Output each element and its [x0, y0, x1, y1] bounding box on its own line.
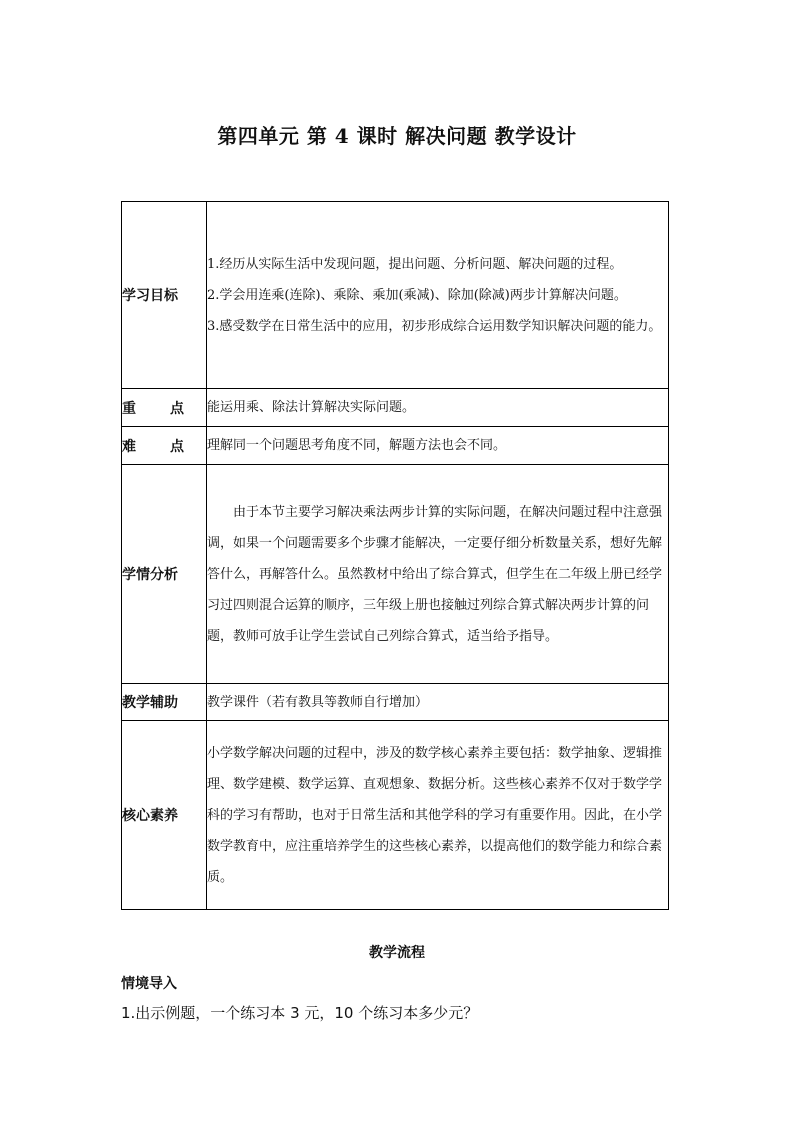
literacy-label: 核心素养	[122, 721, 207, 910]
table-row	[122, 721, 669, 910]
table-row	[122, 465, 669, 684]
example-question: 1.出示例题，一个练习本 3 元，10 个练习本多少元？	[121, 1004, 479, 1022]
literacy-content	[207, 721, 669, 910]
table-row	[122, 389, 669, 427]
table-row	[122, 202, 669, 389]
aids-content: 教学课件（若有教具等教师自行增加）	[207, 684, 669, 721]
key-point-label	[122, 389, 207, 427]
key-point-label-a: 重	[122, 400, 136, 417]
key-point-label-b: 点	[170, 400, 184, 417]
objective-item: 3.感受数学在日常生活中的应用，初步形成综合运用数学知识解决问题的能力。	[207, 318, 662, 334]
difficulty-label-b: 点	[170, 438, 184, 455]
table-row	[122, 427, 669, 465]
objectives-content	[207, 202, 669, 389]
analysis-text: 由于本节主要学习解决乘法两步计算的实际问题，在解决问题过程中注意强调，如果一个问题需要多个步骤才能解决，一定要仔细分析数量关系，想好先解答什么，再解答什么。虽然教材中给出了综合算式，但学生在二年级上册已经学习过四则混合运算的顺序，三年级上册也接触过列综合算式解决两步计算的问题，教师可放手让学生尝试自己列综合算式，适当给予指导。	[207, 504, 663, 644]
process-heading: 教学流程	[369, 945, 425, 961]
difficulty-label-a: 难	[122, 438, 136, 455]
analysis-label: 学情分析	[122, 465, 207, 684]
literacy-text: 小学数学解决问题的过程中，涉及的数学核心素养主要包括：数学抽象、逻辑推理、数学建模、数学运算、直观想象、数据分析。这些核心素养不仅对于数学学科的学习有帮助，也对于日常生活和其他学科的学习有重要作用。因此，在小学数学教育中，应注重培养学生的这些核心素养，以提高他们的数学能力和综合素质。	[207, 745, 663, 885]
analysis-content	[207, 465, 669, 684]
aids-label: 教学辅助	[122, 684, 207, 721]
intro-subheading: 情境导入	[121, 976, 177, 992]
objective-item: 2.学会用连乘(连除)、乘除、乘加(乘减)、除加(除减)两步计算解决问题。	[207, 287, 627, 303]
key-point-content: 能运用乘、除法计算解决实际问题。	[207, 389, 669, 427]
difficulty-label	[122, 427, 207, 465]
objectives-label: 学习目标	[122, 202, 207, 389]
objective-item: 1.经历从实际生活中发现问题，提出问题、分析问题、解决问题的过程。	[207, 256, 623, 272]
page-title: 第四单元 第 4 课时 解决问题 教学设计	[217, 124, 577, 148]
difficulty-content: 理解同一个问题思考角度不同，解题方法也会不同。	[207, 427, 669, 465]
table-row	[122, 684, 669, 721]
lesson-plan-table	[121, 201, 669, 910]
